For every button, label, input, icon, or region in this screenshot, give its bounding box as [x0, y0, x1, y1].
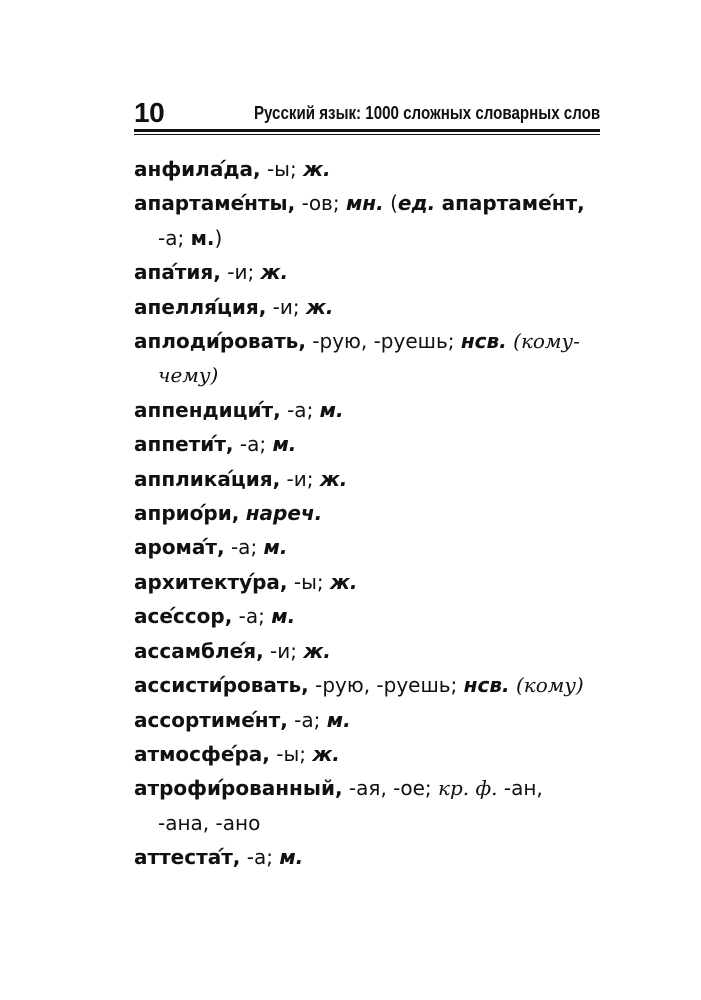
entry-list	[134, 152, 614, 875]
inflection: -а;	[233, 432, 273, 457]
grammar-label: нареч.	[245, 501, 323, 526]
inflection: -и;	[280, 466, 320, 491]
inflection: -а;	[280, 397, 320, 422]
headword: аппетит,	[134, 432, 234, 457]
headword: ассортимент,	[134, 707, 288, 732]
grammar-label: ж.	[303, 638, 331, 663]
inflection: -ов;	[295, 191, 346, 216]
entry-continuation: -а; м.)	[158, 225, 223, 250]
entry-arkhitektura	[134, 565, 614, 599]
grammar-label: м.	[326, 707, 351, 732]
usage-note: (кому)	[509, 673, 584, 698]
entry-applikatsiya	[134, 462, 614, 496]
grammar-label: ж.	[306, 294, 334, 319]
grammar-label-singular: ед.	[397, 191, 436, 216]
headword: аттестат,	[134, 845, 241, 870]
headword-singular: апартамент,	[441, 191, 585, 216]
inflection: -и;	[263, 638, 304, 663]
header-rule-thick	[134, 129, 600, 132]
entry-continuation: чему)	[158, 363, 219, 388]
entry-assistirovat	[134, 668, 614, 702]
entry-asessor	[134, 599, 614, 633]
entry-aromat	[134, 530, 614, 564]
grammar-label: м.	[272, 432, 297, 457]
grammar-label: ж.	[303, 157, 331, 181]
entry-atmosfera	[134, 737, 614, 771]
headword: апартаменты,	[134, 191, 296, 216]
header-rule-thin	[134, 134, 600, 135]
headword: ассамблея,	[134, 638, 264, 663]
entry-apartamenty: апартаменты, -ов; мн. (ед. апартамент, -а; м.)	[134, 186, 614, 255]
entry-aplodirovat	[134, 324, 614, 393]
headword: априори,	[134, 501, 240, 526]
headword: асессор,	[134, 604, 233, 629]
grammar-label: нсв.	[463, 673, 510, 698]
entry-apellyatsiya	[134, 290, 614, 324]
grammar-label: нсв.	[460, 329, 507, 354]
grammar-label: мн.	[345, 191, 384, 216]
headword: аппликaция,	[134, 466, 281, 491]
grammar-label: м.	[271, 604, 296, 629]
headword: атмосфера,	[134, 741, 270, 766]
inflection: -а;	[287, 707, 327, 732]
page-number: 10	[134, 97, 165, 128]
inflection: -ы;	[287, 569, 330, 594]
entry-anfilada	[134, 152, 614, 186]
entry-appenditsit	[134, 393, 614, 427]
headword: апатия,	[134, 260, 221, 285]
inflection: -а;	[224, 535, 264, 560]
grammar-label: ж.	[319, 466, 348, 491]
entry-assortiment	[134, 703, 614, 737]
running-title: Русский язык: 1000 сложных словарных слов	[253, 103, 600, 123]
entry-appetit	[134, 427, 614, 461]
inflection: -рую, -руешь;	[305, 329, 461, 354]
entry-attestat	[134, 840, 614, 874]
inflection-short: -ан,	[497, 776, 543, 801]
inflection: -а;	[232, 604, 272, 629]
grammar-label: ж.	[260, 260, 289, 285]
headword: аромат,	[134, 535, 225, 560]
usage-note: (кому-	[506, 329, 580, 354]
page-header	[134, 96, 600, 130]
inflection: -ы;	[269, 741, 313, 766]
grammar-label: ж.	[329, 569, 358, 594]
headword: ассистировать,	[134, 673, 309, 698]
entry-apriori	[134, 496, 614, 530]
grammar-label: м.	[279, 845, 304, 870]
entry-atrofirovannyi	[134, 771, 614, 840]
headword: апелляция,	[134, 294, 267, 319]
headword: аплодировать,	[134, 329, 306, 354]
headword: анфилада,	[134, 157, 261, 181]
inflection: -ая, -ое;	[342, 776, 439, 801]
short-form-label: кр. ф.	[438, 776, 498, 801]
inflection: -рую, -руешь;	[308, 673, 464, 698]
entry-continuation: -ана, -ано	[158, 810, 261, 835]
inflection: -ы;	[260, 157, 304, 181]
grammar-label: ж.	[312, 741, 340, 766]
grammar-label: м.	[263, 535, 288, 560]
grammar-label: м.	[319, 397, 344, 422]
entry-assambleya	[134, 634, 614, 668]
inflection: -и;	[220, 260, 261, 285]
headword: атрофированный,	[134, 776, 343, 801]
headword: аппендицит,	[134, 397, 281, 422]
headword: архитектура,	[134, 569, 288, 594]
entry-apatiya	[134, 255, 614, 289]
inflection: -и;	[266, 294, 306, 319]
inflection: -а;	[240, 845, 280, 870]
